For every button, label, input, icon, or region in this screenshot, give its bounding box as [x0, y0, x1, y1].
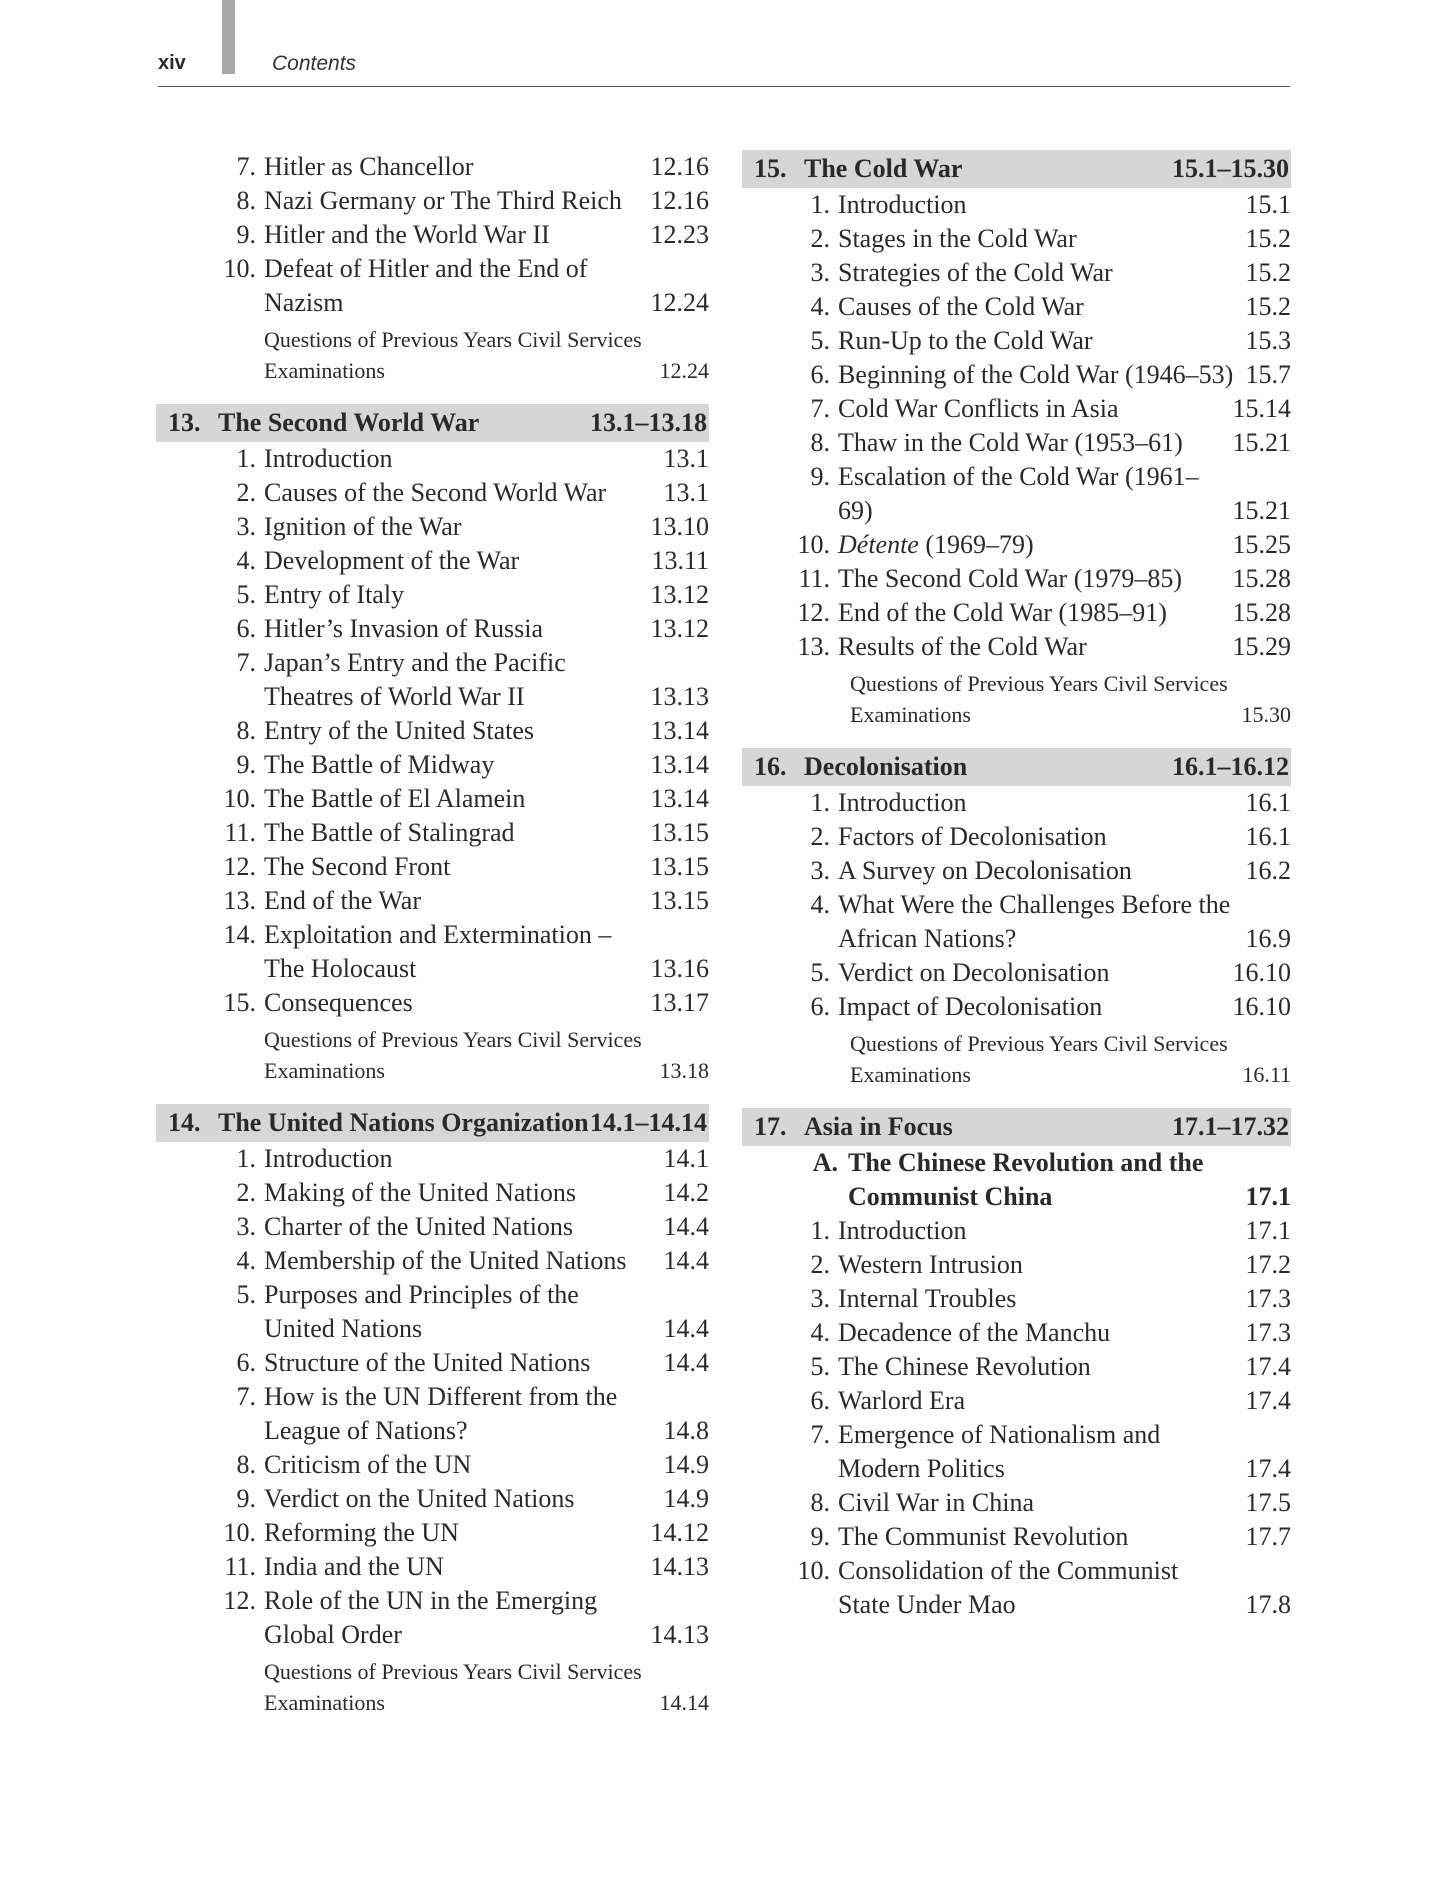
- entry-page: 14.4: [663, 1348, 709, 1377]
- toc-entry[interactable]: [742, 1248, 1291, 1282]
- toc-entry[interactable]: [742, 1384, 1291, 1418]
- questions-entry[interactable]: [742, 1028, 1291, 1090]
- toc-entry[interactable]: [156, 646, 709, 714]
- toc-entry[interactable]: [156, 150, 709, 184]
- entry-page: 17.4: [1245, 1386, 1291, 1415]
- entry-number: 7.: [236, 152, 256, 181]
- questions-title: Questions of Previous Years Civil Services Examinations: [264, 1659, 642, 1715]
- entry-number: 5.: [810, 1352, 830, 1381]
- entry-number: 2.: [236, 478, 256, 507]
- toc-entry[interactable]: [742, 1520, 1291, 1554]
- entry-number: 10.: [797, 530, 830, 559]
- entry-title: Escalation of the Cold War (1961–69): [838, 462, 1199, 525]
- entry-title: Making of the United Nations: [264, 1178, 576, 1207]
- entry-page: 12.16: [650, 152, 709, 181]
- entry-title: End of the War: [264, 886, 421, 915]
- section-title: The Chinese Revolution and the Communist China: [848, 1148, 1204, 1211]
- entry-page: 17.3: [1245, 1284, 1291, 1313]
- toc-entry[interactable]: [156, 1142, 709, 1176]
- entry-title: The Communist Revolution: [838, 1522, 1129, 1551]
- entry-number: 3.: [236, 1212, 256, 1241]
- entry-number: 13.: [223, 886, 256, 915]
- questions-title: Questions of Previous Years Civil Services Examinations: [264, 327, 642, 383]
- entry-page: 17.8: [1245, 1590, 1291, 1619]
- entry-page: 14.4: [663, 1212, 709, 1241]
- toc-entry[interactable]: [156, 510, 709, 544]
- toc-entry[interactable]: [742, 820, 1291, 854]
- chapter-pages: 14.1–14.14: [590, 1108, 707, 1137]
- header-rule: [158, 86, 1290, 87]
- questions-page: 15.30: [1241, 702, 1291, 727]
- entry-page: 15.25: [1232, 530, 1291, 559]
- entry-title: Impact of Decolonisation: [838, 992, 1103, 1021]
- entry-page: 14.12: [650, 1518, 709, 1547]
- entry-number: 3.: [810, 258, 830, 287]
- entry-page: 16.1: [1245, 788, 1291, 817]
- entry-page: 15.1: [1245, 190, 1291, 219]
- spacer: [156, 1086, 709, 1104]
- entry-page: 13.11: [651, 546, 709, 575]
- entry-number: 5.: [810, 326, 830, 355]
- chapter-number: 13.: [168, 408, 201, 437]
- entry-page: 13.12: [650, 614, 709, 643]
- entry-page: 15.29: [1232, 632, 1291, 661]
- toc-entry[interactable]: [742, 1486, 1291, 1520]
- entry-page: 16.1: [1245, 822, 1291, 851]
- entry-title: The Battle of El Alamein: [264, 784, 526, 813]
- running-head: Contents: [272, 52, 357, 75]
- chapter-heading[interactable]: [742, 748, 1291, 786]
- entry-title: Criticism of the UN: [264, 1450, 472, 1479]
- entry-page: 13.14: [650, 716, 709, 745]
- chapter-number: 17.: [754, 1112, 787, 1141]
- entry-number: 15.: [223, 988, 256, 1017]
- toc-entry[interactable]: [742, 786, 1291, 820]
- spacer: [742, 730, 1291, 748]
- entry-title: Ignition of the War: [264, 512, 462, 541]
- entry-page: 16.2: [1245, 856, 1291, 885]
- entry-number: 12.: [223, 1586, 256, 1615]
- toc-entry[interactable]: [742, 290, 1291, 324]
- toc-entry[interactable]: [156, 184, 709, 218]
- section-heading[interactable]: [742, 1146, 1291, 1214]
- entry-title: Introduction: [838, 190, 967, 219]
- chapter-heading[interactable]: [742, 150, 1291, 188]
- entry-title: Charter of the United Nations: [264, 1212, 574, 1241]
- toc-entry[interactable]: [742, 1214, 1291, 1248]
- chapter-number: 16.: [754, 752, 787, 781]
- entry-page: 17.1: [1245, 1216, 1291, 1245]
- entry-title: Membership of the United Nations: [264, 1246, 627, 1275]
- entry-title: Run-Up to the Cold War: [838, 326, 1093, 355]
- entry-title: Nazi Germany or The Third Reich: [264, 186, 622, 215]
- entry-title: Hitler and the World War II: [264, 220, 550, 249]
- toc-entry[interactable]: [156, 476, 709, 510]
- entry-number: 1.: [236, 444, 256, 473]
- entry-title: Causes of the Cold War: [838, 292, 1084, 321]
- entry-page: 13.13: [650, 682, 709, 711]
- entry-number: 10.: [797, 1556, 830, 1585]
- entry-title: Decadence of the Manchu: [838, 1318, 1111, 1347]
- toc-entry[interactable]: [742, 990, 1291, 1024]
- entry-title: Strategies of the Cold War: [838, 258, 1113, 287]
- entry-page: 15.2: [1245, 224, 1291, 253]
- entry-title: Consolidation of the Communist State Under Mao: [838, 1556, 1179, 1619]
- chapter-pages: 17.1–17.32: [1172, 1112, 1289, 1141]
- entry-page: 14.4: [663, 1314, 709, 1343]
- entry-title: Introduction: [838, 788, 967, 817]
- left-column: [156, 150, 709, 1718]
- chapter-title: The Cold War: [804, 154, 963, 183]
- entry-title: Exploitation and Extermination – The Holocaust: [264, 920, 612, 983]
- chapter-title: Decolonisation: [804, 752, 968, 781]
- entry-number: 5.: [236, 1280, 256, 1309]
- entry-title: Results of the Cold War: [838, 632, 1087, 661]
- chapter-pages: 15.1–15.30: [1172, 154, 1289, 183]
- questions-entry[interactable]: [742, 668, 1291, 730]
- section-letter: A.: [812, 1148, 838, 1177]
- section-page: 17.1: [1245, 1182, 1291, 1211]
- entry-number: 1.: [810, 190, 830, 219]
- chapter-heading[interactable]: [156, 404, 709, 442]
- entry-number: 3.: [236, 512, 256, 541]
- toc-entry[interactable]: [742, 426, 1291, 460]
- chapter-number: 15.: [754, 154, 787, 183]
- chapter-pages: 13.1–13.18: [590, 408, 707, 437]
- toc-entry[interactable]: [156, 1346, 709, 1380]
- entry-title: What Were the Challenges Before the African Nations?: [838, 890, 1231, 953]
- toc-entry[interactable]: [156, 782, 709, 816]
- entry-title-italic: Détente: [838, 530, 919, 559]
- toc-entry[interactable]: [156, 1448, 709, 1482]
- entry-page: 13.1: [663, 444, 709, 473]
- entry-number: 4.: [810, 1318, 830, 1347]
- entry-number: 7.: [810, 1420, 830, 1449]
- entry-number: 8.: [810, 1488, 830, 1517]
- entry-number: 10.: [223, 254, 256, 283]
- entry-number: 10.: [223, 784, 256, 813]
- entry-title: Entry of the United States: [264, 716, 535, 745]
- toc-entry[interactable]: [156, 1584, 709, 1652]
- entry-number: 4.: [236, 1246, 256, 1275]
- entry-number: 7.: [236, 648, 256, 677]
- entry-number: 1.: [236, 1144, 256, 1173]
- entry-page: 12.23: [650, 220, 709, 249]
- entry-title: Thaw in the Cold War (1953–61): [838, 428, 1183, 457]
- entry-page: 14.8: [663, 1416, 709, 1445]
- toc-entry[interactable]: [156, 1244, 709, 1278]
- questions-page: 12.24: [659, 358, 709, 383]
- entry-title: Japan’s Entry and the Pacific Theatres of World War II: [264, 648, 566, 711]
- right-column: [742, 150, 1291, 1622]
- entry-number: 6.: [810, 1386, 830, 1415]
- entry-title: Western Intrusion: [838, 1250, 1023, 1279]
- entry-title: A Survey on Decolonisation: [838, 856, 1132, 885]
- entry-number: 7.: [810, 394, 830, 423]
- entry-number: 9.: [236, 1484, 256, 1513]
- entry-title: Stages in the Cold War: [838, 224, 1077, 253]
- entry-number: 2.: [810, 1250, 830, 1279]
- entry-title: End of the Cold War (1985–91): [838, 598, 1167, 627]
- entry-title: The Battle of Midway: [264, 750, 495, 779]
- entry-title: Consequences: [264, 988, 413, 1017]
- entry-page: 17.3: [1245, 1318, 1291, 1347]
- toc-entry[interactable]: [156, 252, 709, 320]
- entry-number: 12.: [223, 852, 256, 881]
- entry-page: 13.14: [650, 750, 709, 779]
- questions-page: 16.11: [1242, 1062, 1291, 1087]
- entry-title: Defeat of Hitler and the End of Nazism: [264, 254, 588, 317]
- toc-entry[interactable]: [156, 986, 709, 1020]
- toc-entry[interactable]: [156, 578, 709, 612]
- entry-number: 11.: [224, 818, 256, 847]
- entry-number: 4.: [236, 546, 256, 575]
- toc-entry[interactable]: [742, 256, 1291, 290]
- entry-number: 14.: [223, 920, 256, 949]
- entry-page: 14.9: [663, 1484, 709, 1513]
- entry-page: 15.28: [1232, 564, 1291, 593]
- entry-title: Development of the War: [264, 546, 520, 575]
- toc-entry[interactable]: [742, 1282, 1291, 1316]
- entry-title: The Second Front: [264, 852, 451, 881]
- chapter-heading[interactable]: [156, 1104, 709, 1142]
- entry-title: The Second Cold War (1979–85): [838, 564, 1183, 593]
- spacer: [742, 1090, 1291, 1108]
- entry-page: 15.14: [1232, 394, 1291, 423]
- entry-title: Reforming the UN: [264, 1518, 459, 1547]
- entry-number: 8.: [236, 1450, 256, 1479]
- entry-number: 8.: [810, 428, 830, 457]
- entry-title: Entry of Italy: [264, 580, 405, 609]
- entry-number: 6.: [810, 992, 830, 1021]
- entry-title: Détente (1969–79): [838, 530, 1034, 559]
- entry-page: 13.12: [650, 580, 709, 609]
- entry-title: Emergence of Nationalism and Modern Politics: [838, 1420, 1161, 1483]
- entry-number: 11.: [224, 1552, 256, 1581]
- entry-title: Verdict on the United Nations: [264, 1484, 575, 1513]
- questions-title: Questions of Previous Years Civil Services Examinations: [850, 671, 1228, 727]
- toc-entry[interactable]: [742, 1418, 1291, 1486]
- entry-number: 8.: [236, 716, 256, 745]
- entry-page: 17.7: [1245, 1522, 1291, 1551]
- entry-page: 14.13: [650, 1620, 709, 1649]
- entry-number: 2.: [236, 1178, 256, 1207]
- toc-entry[interactable]: [156, 442, 709, 476]
- toc-entry[interactable]: [156, 1210, 709, 1244]
- entry-title: Introduction: [838, 1216, 967, 1245]
- entry-title: Warlord Era: [838, 1386, 966, 1415]
- entry-page: 12.16: [650, 186, 709, 215]
- toc-entry[interactable]: [742, 324, 1291, 358]
- entry-title: Role of the UN in the Emerging Global Order: [264, 1586, 598, 1649]
- entry-title: Purposes and Principles of the United Nations: [264, 1280, 579, 1343]
- entry-page: 14.2: [663, 1178, 709, 1207]
- chapter-pages: 16.1–16.12: [1172, 752, 1289, 781]
- entry-page: 12.24: [650, 288, 709, 317]
- entry-number: 9.: [236, 220, 256, 249]
- entry-number: 12.: [797, 598, 830, 627]
- entry-title: The Chinese Revolution: [838, 1352, 1091, 1381]
- toc-entry[interactable]: [156, 714, 709, 748]
- spacer: [156, 386, 709, 404]
- entry-number: 13.: [797, 632, 830, 661]
- entry-title: The Battle of Stalingrad: [264, 818, 515, 847]
- questions-title: Questions of Previous Years Civil Services Examinations: [850, 1031, 1228, 1087]
- questions-entry[interactable]: [156, 1656, 709, 1718]
- entry-title: Causes of the Second World War: [264, 478, 607, 507]
- toc-entry[interactable]: [156, 918, 709, 986]
- toc-entry[interactable]: [742, 188, 1291, 222]
- entry-number: 3.: [810, 856, 830, 885]
- toc-entry[interactable]: [742, 222, 1291, 256]
- entry-title: India and the UN: [264, 1552, 444, 1581]
- entry-title: Factors of Decolonisation: [838, 822, 1107, 851]
- entry-page: 13.17: [650, 988, 709, 1017]
- entry-page: 13.15: [650, 818, 709, 847]
- entry-number: 2.: [810, 822, 830, 851]
- questions-title: Questions of Previous Years Civil Services Examinations: [264, 1027, 642, 1083]
- entry-number: 4.: [810, 292, 830, 321]
- toc-entry[interactable]: [156, 1380, 709, 1448]
- toc-entry[interactable]: [742, 888, 1291, 956]
- entry-number: 6.: [236, 1348, 256, 1377]
- toc-entry[interactable]: [742, 1316, 1291, 1350]
- entry-number: 10.: [223, 1518, 256, 1547]
- chapter-heading[interactable]: [742, 1108, 1291, 1146]
- toc-entry[interactable]: [742, 596, 1291, 630]
- entry-number: 1.: [810, 1216, 830, 1245]
- toc-entry[interactable]: [156, 1550, 709, 1584]
- toc-entry[interactable]: [742, 392, 1291, 426]
- entry-page: 16.9: [1245, 924, 1291, 953]
- toc-entry[interactable]: [742, 528, 1291, 562]
- entry-title: Civil War in China: [838, 1488, 1035, 1517]
- toc-entry[interactable]: [156, 544, 709, 578]
- questions-entry[interactable]: [156, 1024, 709, 1086]
- toc-entry[interactable]: [156, 218, 709, 252]
- toc-entry[interactable]: [156, 748, 709, 782]
- entry-page: 14.4: [663, 1246, 709, 1275]
- toc-entry[interactable]: [742, 1554, 1291, 1622]
- entry-page: 15.21: [1232, 428, 1291, 457]
- entry-title: Introduction: [264, 444, 393, 473]
- page-number: xiv: [158, 52, 186, 74]
- toc-entry[interactable]: [156, 1278, 709, 1346]
- entry-number: 3.: [810, 1284, 830, 1313]
- chapter-title: The Second World War: [218, 408, 480, 437]
- chapter-title: Asia in Focus: [804, 1112, 953, 1141]
- toc-entry[interactable]: [156, 1516, 709, 1550]
- toc-entry[interactable]: [156, 1176, 709, 1210]
- toc-entry[interactable]: [742, 562, 1291, 596]
- toc-entry[interactable]: [156, 884, 709, 918]
- header-bar: [222, 0, 235, 74]
- questions-page: 13.18: [659, 1058, 709, 1083]
- entry-title: Introduction: [264, 1144, 393, 1173]
- questions-page: 14.14: [659, 1690, 709, 1715]
- entry-page: 13.10: [650, 512, 709, 541]
- entry-page: 15.2: [1245, 258, 1291, 287]
- entry-page: 17.4: [1245, 1352, 1291, 1381]
- entry-page: 16.10: [1232, 958, 1291, 987]
- entry-page: 13.15: [650, 852, 709, 881]
- entry-number: 7.: [236, 1382, 256, 1411]
- entry-title: Structure of the United Nations: [264, 1348, 591, 1377]
- entry-page: 13.1: [663, 478, 709, 507]
- entry-title: Hitler’s Invasion of Russia: [264, 614, 543, 643]
- toc-entry[interactable]: [742, 956, 1291, 990]
- entry-title: Beginning of the Cold War (1946–53): [838, 360, 1234, 389]
- chapter-title: The United Nations Organization: [218, 1108, 589, 1137]
- entry-number: 9.: [810, 1522, 830, 1551]
- entry-number: 1.: [810, 788, 830, 817]
- entry-number: 5.: [236, 580, 256, 609]
- toc-entry[interactable]: [156, 612, 709, 646]
- entry-page: 15.7: [1245, 360, 1291, 389]
- entry-number: 4.: [810, 890, 830, 919]
- toc-entry[interactable]: [742, 854, 1291, 888]
- entry-number: 6.: [810, 360, 830, 389]
- entry-page: 13.14: [650, 784, 709, 813]
- entry-page: 14.13: [650, 1552, 709, 1581]
- entry-number: 6.: [236, 614, 256, 643]
- toc-entry[interactable]: [156, 816, 709, 850]
- entry-page: 17.2: [1245, 1250, 1291, 1279]
- toc-entry[interactable]: [742, 1350, 1291, 1384]
- entry-title: Cold War Conflicts in Asia: [838, 394, 1119, 423]
- entry-number: 11.: [798, 564, 830, 593]
- toc-entry[interactable]: [742, 460, 1291, 528]
- entry-page: 14.9: [663, 1450, 709, 1479]
- entry-number: 8.: [236, 186, 256, 215]
- toc-entry[interactable]: [156, 1482, 709, 1516]
- entry-title: Verdict on Decolonisation: [838, 958, 1110, 987]
- questions-entry[interactable]: [156, 324, 709, 386]
- entry-page: 13.16: [650, 954, 709, 983]
- entry-page: 15.21: [1232, 496, 1291, 525]
- entry-page: 17.4: [1245, 1454, 1291, 1483]
- entry-page: 13.15: [650, 886, 709, 915]
- entry-number: 2.: [810, 224, 830, 253]
- entry-page: 15.28: [1232, 598, 1291, 627]
- entry-page: 16.10: [1232, 992, 1291, 1021]
- entry-title: Internal Troubles: [838, 1284, 1017, 1313]
- toc-entry[interactable]: [742, 630, 1291, 664]
- entry-page: 15.2: [1245, 292, 1291, 321]
- entry-number: 5.: [810, 958, 830, 987]
- entry-number: 9.: [236, 750, 256, 779]
- entry-page: 17.5: [1245, 1488, 1291, 1517]
- entry-page: 15.3: [1245, 326, 1291, 355]
- toc-entry[interactable]: [742, 358, 1291, 392]
- entry-page: 14.1: [663, 1144, 709, 1173]
- toc-entry[interactable]: [156, 850, 709, 884]
- entry-number: 9.: [810, 462, 830, 491]
- entry-title: Hitler as Chancellor: [264, 152, 474, 181]
- chapter-number: 14.: [168, 1108, 201, 1137]
- entry-title: How is the UN Different from the League of Nations?: [264, 1382, 618, 1445]
